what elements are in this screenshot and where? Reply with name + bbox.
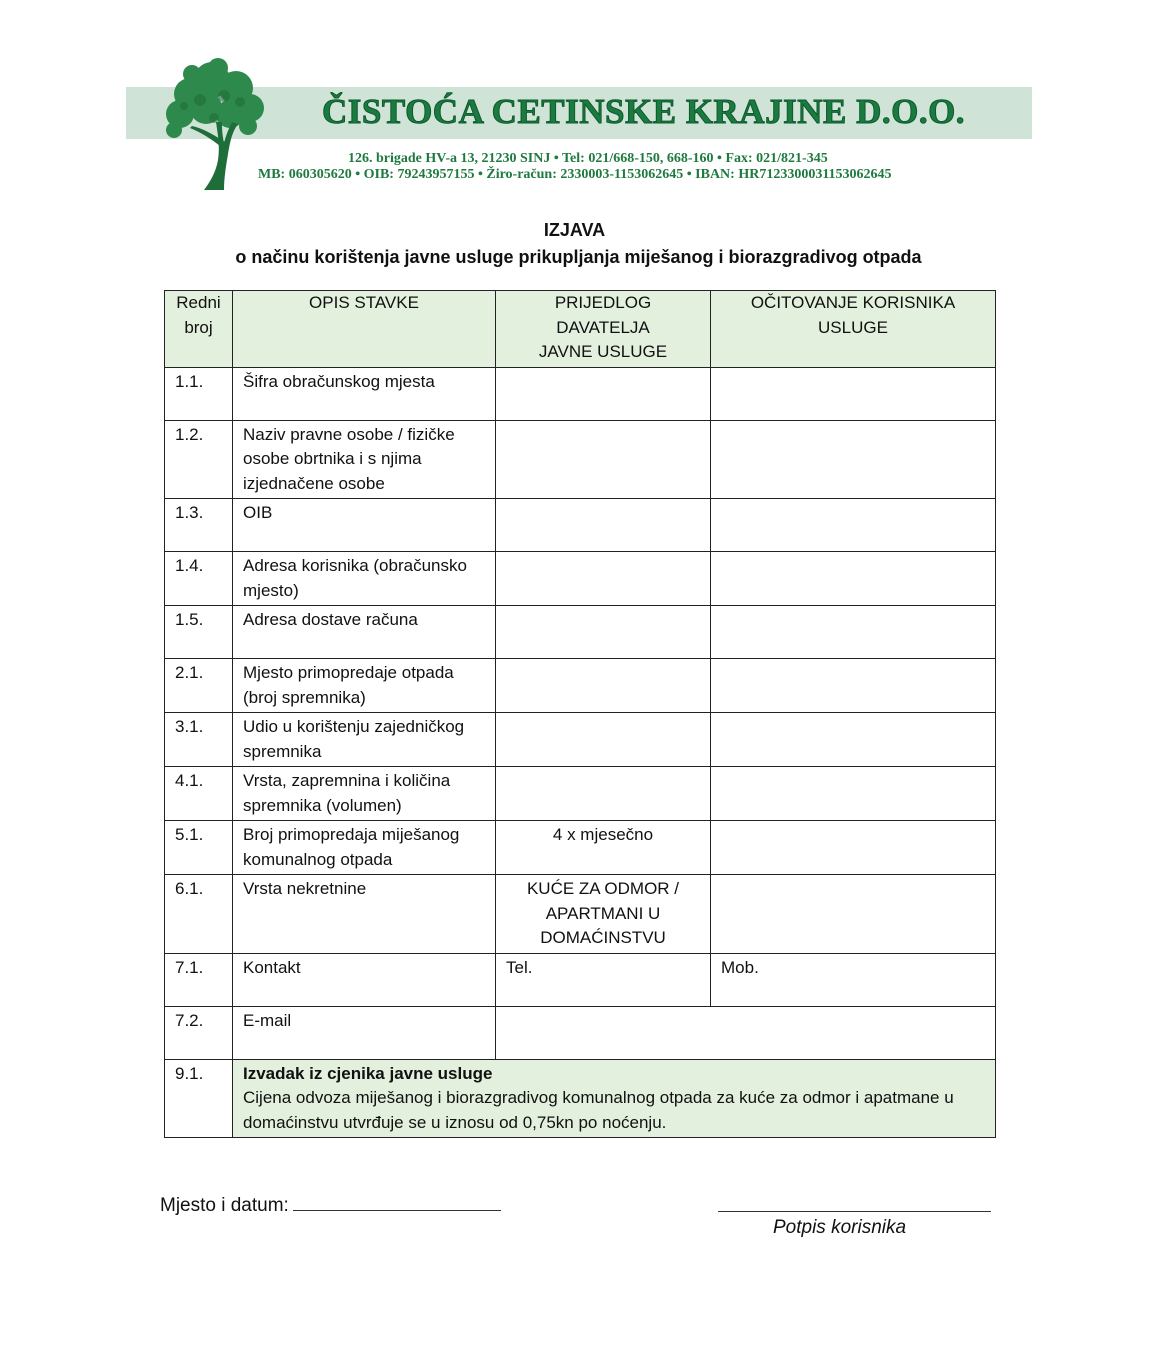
header-provider-line2: JAVNE USLUGE: [538, 342, 668, 361]
document-title: IZJAVA: [543, 220, 606, 240]
table-header-row: [165, 291, 996, 368]
user-input-cell[interactable]: [711, 659, 996, 713]
signature-line[interactable]: [718, 1211, 991, 1212]
user-input-cell[interactable]: [711, 713, 996, 767]
row-number: 1.2.: [165, 420, 233, 499]
row-description: Udio u korištenju zajedničkog spremnika: [233, 713, 496, 767]
row-number: 7.1.: [165, 953, 233, 1006]
mobile-field[interactable]: Mob.: [711, 953, 996, 1006]
table-row: [165, 713, 996, 767]
table-row: [165, 606, 996, 659]
price-extract-cell: [233, 1059, 996, 1138]
row-number: 9.1.: [165, 1059, 233, 1138]
row-number: 1.3.: [165, 499, 233, 552]
header-user-line2: USLUGE: [818, 317, 888, 337]
header-provider: [496, 291, 711, 368]
provider-cell[interactable]: [496, 606, 711, 659]
row-number: 3.1.: [165, 713, 233, 767]
signature-label: Potpis korisnika: [773, 1217, 907, 1238]
row-description: Adresa dostave računa: [233, 606, 496, 659]
row-number: 7.2.: [165, 1006, 233, 1059]
provider-cell[interactable]: [496, 420, 711, 499]
header-description: OPIS STAVKE: [233, 291, 496, 368]
price-row: [165, 1059, 996, 1138]
row-description: Mjesto primopredaje otpada (broj spremnika): [233, 659, 496, 713]
declaration-table: [164, 290, 996, 1138]
header-number: [165, 291, 233, 368]
row-number: 6.1.: [165, 875, 233, 954]
provider-cell: KUĆE ZA ODMOR / APARTMANI U DOMAĆINSTVU: [496, 875, 711, 954]
place-date-line[interactable]: [293, 1190, 501, 1211]
provider-cell[interactable]: [496, 499, 711, 552]
provider-cell[interactable]: [496, 767, 711, 821]
user-input-cell[interactable]: [711, 767, 996, 821]
row-number: 4.1.: [165, 767, 233, 821]
company-registration: MB: 060305620 • OIB: 79243957155 • Žiro-račun: 2330003-1153062645 • IBAN: HR7123300031153062645: [258, 167, 892, 182]
header-user: [711, 291, 996, 368]
row-number: 1.5.: [165, 606, 233, 659]
user-input-cell[interactable]: [711, 875, 996, 954]
table-row: [165, 821, 996, 875]
row-description: Vrsta nekretnine: [233, 875, 496, 954]
user-input-cell[interactable]: [711, 606, 996, 659]
table-row: [165, 499, 996, 552]
table-row: [165, 1006, 996, 1059]
row-number: 5.1.: [165, 821, 233, 875]
row-description: Vrsta, zapremnina i količina spremnika (volumen): [233, 767, 496, 821]
tree-icon: [160, 56, 270, 192]
row-number: 1.4.: [165, 552, 233, 606]
row-description: Adresa korisnika (obračunsko mjesto): [233, 552, 496, 606]
user-input-cell[interactable]: [711, 552, 996, 606]
table-row: [165, 552, 996, 606]
email-field[interactable]: [496, 1006, 996, 1059]
provider-cell: 4 x mjesečno: [496, 821, 711, 875]
place-date-label: Mjesto i datum:: [160, 1195, 289, 1216]
user-input-cell[interactable]: [711, 367, 996, 420]
user-input-cell[interactable]: [711, 821, 996, 875]
row-description: OIB: [233, 499, 496, 552]
provider-cell[interactable]: [496, 659, 711, 713]
row-number: 2.1.: [165, 659, 233, 713]
company-name: ČISTOĆA CETINSKE KRAJINE D.O.O.: [322, 92, 966, 131]
header-number-line1: Redni: [176, 293, 221, 312]
row-number: 1.1.: [165, 367, 233, 420]
provider-cell[interactable]: [496, 713, 711, 767]
header-number-line2: broj: [184, 317, 213, 337]
company-address: 126. brigade HV-a 13, 21230 SINJ • Tel: 021/668-150, 668-160 • Fax: 021/821-345: [348, 151, 828, 166]
row-description: Naziv pravne osobe / fizičke osobe obrtnika i s njima izjednačene osobe: [233, 420, 496, 499]
table-row: [165, 953, 996, 1006]
row-description: E-mail: [233, 1006, 496, 1059]
user-input-cell[interactable]: [711, 499, 996, 552]
table-row: [165, 767, 996, 821]
table-row: [165, 420, 996, 499]
table-row: [165, 875, 996, 954]
price-extract-heading: Izvadak iz cjenika javne usluge: [243, 1063, 493, 1083]
header-provider-line1: PRIJEDLOG DAVATELJA: [554, 293, 652, 337]
table-row: [165, 659, 996, 713]
row-description: Šifra obračunskog mjesta: [233, 367, 496, 420]
header-user-line1: OČITOVANJE KORISNIKA: [750, 293, 956, 312]
provider-cell[interactable]: [496, 367, 711, 420]
row-description: Kontakt: [233, 953, 496, 1006]
phone-field[interactable]: Tel.: [496, 953, 711, 1006]
place-date-field[interactable]: [160, 1190, 501, 1217]
user-input-cell[interactable]: [711, 420, 996, 499]
document-subtitle: o načinu korištenja javne usluge prikupljanja miješanog i biorazgradivog otpada: [235, 247, 922, 267]
table-row: [165, 367, 996, 420]
row-description: Broj primopredaja miješanog komunalnog otpada: [233, 821, 496, 875]
price-extract-text: Cijena odvoza miješanog i biorazgradivog komunalnog otpada za kuće za odmor i apatmane u domaćinstvu utvrđuje se u iznosu od 0,75kn po noćenju.: [243, 1088, 954, 1132]
provider-cell[interactable]: [496, 552, 711, 606]
